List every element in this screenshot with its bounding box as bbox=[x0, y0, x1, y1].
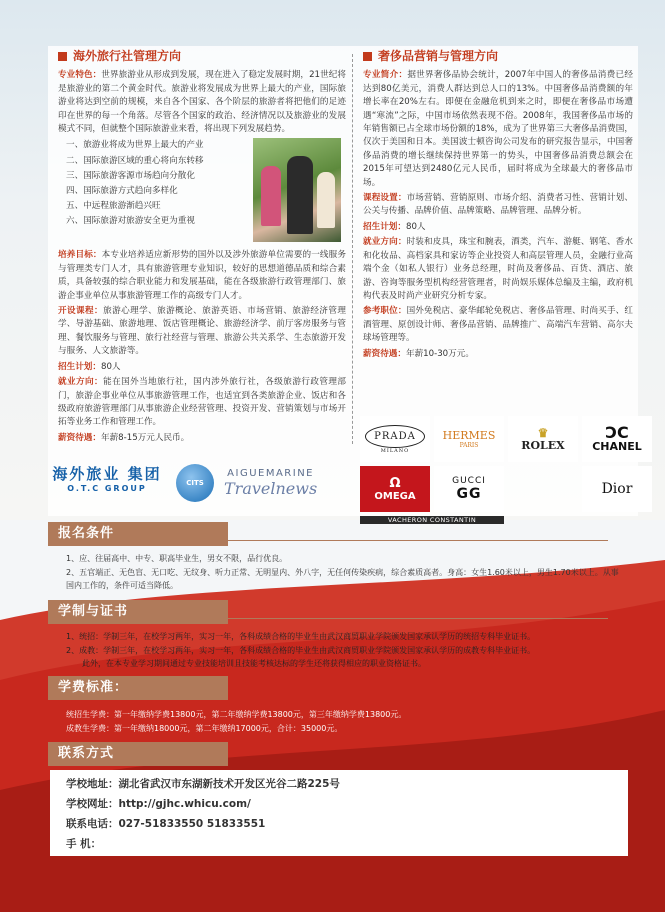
dior-logo: Dior bbox=[582, 466, 652, 512]
feature-paragraph: 专业特色：世界旅游业从形成到发展，现在进入了稳定发展时期，21世纪将是旅游业的第二个黄金时代。旅游业将发展成为世界上最大的产业，国际旅游业将达到空前的规模，来自各个国家、各个阶层的旅游者将把他们的足迹印在世界的每一个角落。尽管各个国家的政治、经济情况以及旅游业的发展模式不同，但就整个国际旅游业来看，将出现下列发展趋势。 bbox=[58, 70, 346, 135]
list-item: 五、中远程旅游渐趋兴旺 bbox=[66, 201, 161, 212]
chanel-cc-icon: ↃC bbox=[605, 423, 629, 442]
cits-globe-logo: CITS bbox=[176, 464, 214, 502]
right-column bbox=[363, 50, 633, 363]
gucci-gg-icon: GG bbox=[456, 486, 482, 502]
job-paragraph: 就业方向：时装和皮具，珠宝和腕表，酒类，汽车、游艇、钢笔、香水和化妆品、高档家具和家访等企业投资人和高层管理人员，金融行业高端个金（如私人银行）业务总经理，时尚及奢侈品、百货、酒店、旅游、咨询等服务型机构经营管理者，时尚娱乐媒体总编及主编，政府机构代表及时尚产业研究分析专家。 bbox=[363, 237, 633, 301]
left-section-title: 海外旅行社管理方向 bbox=[58, 50, 346, 63]
right-section-title: 奢侈品营销与管理方向 bbox=[363, 50, 633, 63]
person-figure bbox=[261, 166, 281, 226]
enroll-text: 1、应、往届高中、中专、职高毕业生，男女不限，品行优良。 2、五官端正、无色盲、无口吃、无纹身、听力正常、无明显内、外八字，无任何传染疾病，综合素质高者。身高：女生1.60米以上，男生1.70米以上。从事国内工作的，条件可适当降低。 bbox=[66, 554, 619, 591]
list-item: 六、国际旅游对旅游安全更为重视 bbox=[66, 216, 195, 227]
course-paragraph: 开设课程：旅游心理学、旅游概论、旅游英语、市场营销、旅游经济管理学、导游基础、旅游地理、饭店管理概论、旅游经济学、前厅客房服务与管理、餐饮服务与管理、旅行社经营与管理、旅游公共关系学、生态旅游开发与服务、人文旅游等。 bbox=[58, 306, 346, 357]
omega-icon: Ω bbox=[389, 476, 401, 491]
vacheron-constantin-logo: VACHERON CONSTANTIN bbox=[360, 516, 504, 524]
enroll-title: 报名条件 bbox=[48, 522, 228, 546]
aiguemarine-logo: AIGUEMARINE Travelnews bbox=[224, 468, 318, 498]
intro-paragraph: 专业简介：据世界奢侈品协会统计，2007年中国人的奢侈品消费已经达到80亿美元，消费人群达到总人口的13%。中国奢侈品消费额的年增长率在20%左右。即便在金融危机到来之时，即便在奢侈品市场遭遇“寒流”之际，中国市场依然表现不俗。2008年，我国奢侈品市场的年销售额已占全球市场份额的18%，成为了世界第三大奢侈品消费国，仅次于美国和日本。美国波士顿咨询公司发布的研究报告显示，中国奢侈品消费的增长继续保持世界第一的势头，中国奢侈品消费总额会在2015年可望达到2480亿元人民币，届时将成为全球最大的奢侈品市场。 bbox=[363, 70, 633, 188]
prada-logo: PRADA MILANO bbox=[360, 416, 430, 462]
person-figure bbox=[317, 172, 335, 228]
course-paragraph: 课程设置：市场营销、营销原则、市场介绍、消费者习性、营销计划、公关与传播、品牌价值、品牌策略、品牌管理、品牌分析。 bbox=[363, 193, 633, 217]
gucci-logo: GUCCI GG bbox=[434, 466, 504, 512]
crown-icon: ♛ bbox=[537, 425, 549, 440]
list-item: 一、旅游业将成为世界上最大的产业 bbox=[66, 140, 204, 151]
person-figure bbox=[287, 156, 313, 234]
job-paragraph: 就业方向：能在国外当地旅行社，国内涉外旅行社，各级旅游行政管理部门，旅游企事业单位从事旅游管理工作，也适宜到各类旅游企业、饭店和各级政府旅游管理部门从事旅游企业经营管理、投资开发、营销策划与市场开拓等业务工作和管理工作。 bbox=[58, 377, 346, 428]
cert-text: 1、统招：学制三年，在校学习两年，实习一年，各科成绩合格的毕业生由武汉商贸职业学院颁发国家承认学历的统招专科毕业证书。 2、成教：学制三年，在校学习两年，实习一年，各科成绩合格的毕业生由武汉商贸职业学院颁发国家承认学历的成教专科毕业证书。 此外，在本专业学习期间通过专业技能培训且技能考核达标的学生还将获得相应的职业资格证书。 bbox=[66, 632, 536, 669]
tourists-photo bbox=[253, 138, 341, 242]
trends-block bbox=[58, 138, 346, 246]
goal-paragraph: 培养目标：本专业培养适应新形势的国外以及涉外旅游单位需要的一线服务与管理类专门人才，具有旅游管理专业知识，较好的思想道德品质和综合素质，具备较强的综合职业能力和发展基础，能在各级旅游行政管理部门、旅游企事业单位从事旅游管理工作的高级专门人才。 bbox=[58, 250, 346, 301]
salary-paragraph: 薪资待遇：年薪8-15万元人民币。 bbox=[58, 432, 190, 443]
column-divider bbox=[352, 54, 353, 444]
list-item: 四、国际旅游方式趋向多样化 bbox=[66, 186, 178, 197]
fee-band bbox=[48, 676, 648, 700]
contact-mobile: 手 机： bbox=[66, 838, 102, 850]
contact-title: 联系方式 bbox=[48, 742, 228, 766]
plan-paragraph: 招生计划：80人 bbox=[58, 361, 121, 372]
left-column bbox=[58, 50, 346, 447]
cert-title: 学制与证书 bbox=[48, 600, 228, 624]
trend-list bbox=[58, 138, 256, 229]
fee-text: 统招生学费：第一年缴纳学费13800元，第二年缴纳学费13800元，第三年缴纳学费13800元。 成教生学费：第一年缴纳18000元，第二年缴纳17000元，合计：35000元。 bbox=[66, 710, 407, 733]
cert-band bbox=[48, 600, 648, 624]
square-bullet-icon bbox=[363, 52, 372, 61]
partner-logos bbox=[48, 458, 338, 508]
ref-paragraph: 参考职位：国外免税店、豪华邮轮免税店、奢侈品管理、时尚买手、红酒管理、原创设计师、奢侈品营销、品牌推广、高端汽车营销、高尔夫球场管理等。 bbox=[363, 306, 633, 344]
school-address: 学校地址：湖北省武汉市东湖新技术开发区光谷二路225号 bbox=[66, 778, 340, 790]
otc-group-logo: 海外旅业 集团 O.T.C GROUP bbox=[52, 465, 162, 493]
chanel-logo: ↃC CHANEL bbox=[582, 416, 652, 462]
band-rule bbox=[228, 540, 608, 541]
omega-logo: Ω OMEGA bbox=[360, 466, 430, 512]
salary-paragraph: 薪资待遇：年薪10-30万元。 bbox=[363, 348, 474, 359]
list-item: 三、国际旅游客源市场趋向分散化 bbox=[66, 170, 195, 181]
hermes-logo: HERMES PARIS bbox=[434, 416, 504, 462]
contact-band bbox=[48, 742, 648, 766]
school-website[interactable]: 学校网址：http://gjhc.whicu.com/ bbox=[66, 798, 251, 810]
luxury-brand-logos bbox=[360, 416, 642, 524]
square-bullet-icon bbox=[58, 52, 67, 61]
plan-paragraph: 招生计划：80人 bbox=[363, 221, 426, 232]
enroll-band bbox=[48, 522, 648, 546]
list-item: 二、国际旅游区域的重心将向东转移 bbox=[66, 155, 204, 166]
contact-phone: 联系电话：027-51833550 51833551 bbox=[66, 818, 266, 830]
fee-title: 学费标准： bbox=[48, 676, 228, 700]
band-rule bbox=[228, 618, 608, 619]
rolex-logo: ♛ ROLEX bbox=[508, 416, 578, 462]
